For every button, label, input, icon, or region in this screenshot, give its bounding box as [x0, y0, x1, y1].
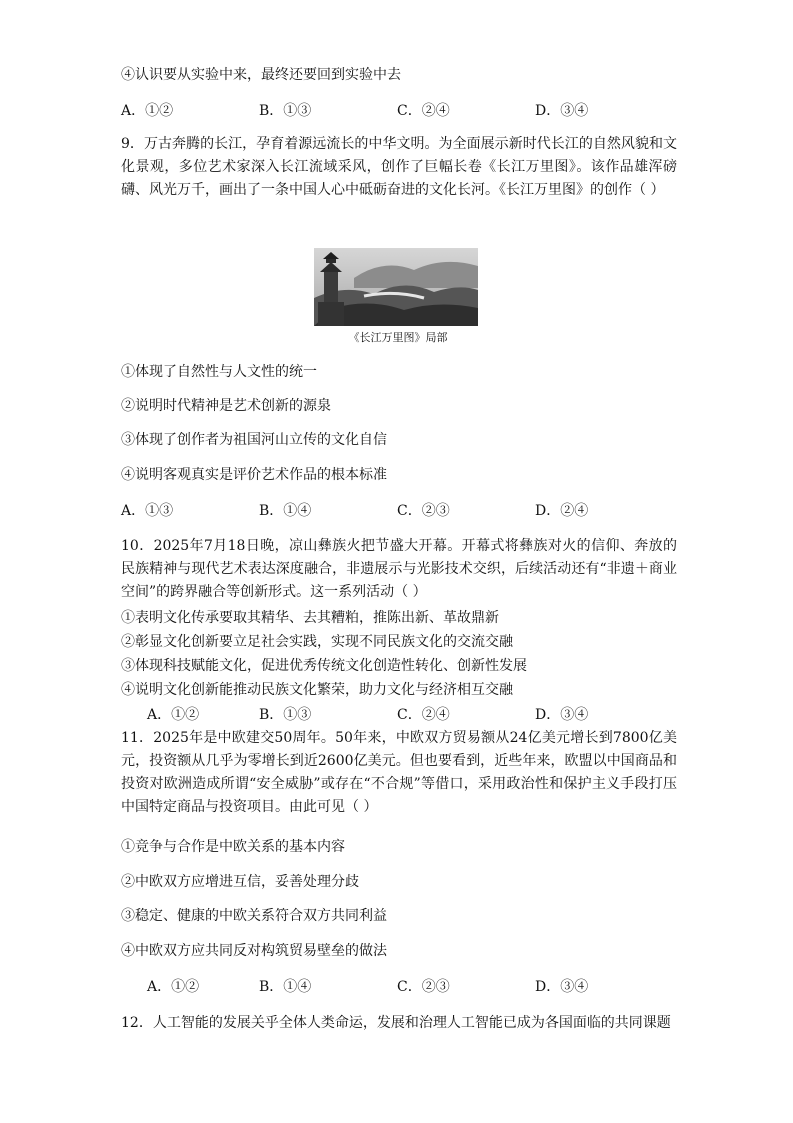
- q10-stem: 10．2025年7月18日晚，凉山彝族火把节盛大开幕。开幕式将彝族对火的信仰、奔放的民族精神与现代艺术表达深度融合，非遗展示与光影技术交织，后续活动还有“非遗＋商业空间”的跨界融合等创新形式。这一系列活动（ ）: [121, 538, 677, 600]
- painting-illustration: [314, 248, 478, 326]
- q11-stem: 11．2025年是中欧建交50周年。50年来，中欧双方贸易额从24亿美元增长到7800亿美元，投资额从几乎为零增长到近2600亿美元。但也要看到，近些年来，欧盟以中国商品和投资对欧洲造成所谓“安全威胁”或存在“不合规”等借口，采用政治性和保护主义手段打压中国特定商品与投资项目。由此可见（ ）: [121, 730, 677, 815]
- q9-statement-2: ②说明时代精神是艺术创新的源泉: [121, 398, 331, 414]
- q9-statement-4: ④说明客观真实是评价艺术作品的根本标准: [121, 467, 387, 483]
- q10-statement-2: ②彰显文化创新要立足社会实践，实现不同民族文化的交流交融: [121, 634, 513, 650]
- q9-option-b[interactable]: B．①④: [259, 503, 312, 519]
- q11-option-c[interactable]: C．②③: [397, 979, 450, 995]
- q10-option-b[interactable]: B．①③: [259, 707, 312, 723]
- q11-option-b[interactable]: B．①④: [259, 979, 312, 995]
- q8-option-b[interactable]: B．①③: [259, 103, 312, 119]
- q9-option-c[interactable]: C．②③: [397, 503, 450, 519]
- q11-option-d[interactable]: D．③④: [535, 979, 589, 995]
- q11-statement-3: ③稳定、健康的中欧关系符合双方共同利益: [121, 908, 387, 924]
- q10-options: [147, 704, 707, 726]
- q8-options: [121, 100, 681, 122]
- q11-option-a[interactable]: A．①②: [147, 979, 200, 995]
- q9-option-d[interactable]: D．②④: [535, 503, 589, 519]
- q8-option-a[interactable]: A．①②: [121, 103, 174, 119]
- q9-stem: 9．万古奔腾的长江，孕育着源远流长的中华文明。为全面展示新时代长江的自然风貌和文化景观，多位艺术家深入长江流域采风，创作了巨幅长卷《长江万里图》。该作品雄浑磅礴、风光万千，画出了一条中国人心中砥砺奋进的文化长河。《长江万里图》的创作（ ）: [121, 136, 677, 198]
- q9-options: [121, 500, 681, 522]
- q8-option-d[interactable]: D．③④: [535, 103, 589, 119]
- yangtze-painting-image: [314, 248, 478, 326]
- q8-option-c[interactable]: C．②④: [397, 103, 450, 119]
- q8-statement-4: ④认识要从实验中来，最终还要回到实验中去: [121, 67, 401, 83]
- q10-statement-3: ③体现科技赋能文化，促进优秀传统文化创造性转化、创新性发展: [121, 658, 527, 674]
- q11-statement-1: ①竞争与合作是中欧关系的基本内容: [121, 839, 345, 855]
- q9-option-a[interactable]: A．①③: [121, 503, 174, 519]
- q11-statement-4: ④中欧双方应共同反对构筑贸易壁垒的做法: [121, 943, 387, 959]
- q10-option-c[interactable]: C．②④: [397, 707, 450, 723]
- q12-stem: 12．人工智能的发展关乎全体人类命运，发展和治理人工智能已成为各国面临的共同课题: [121, 1015, 671, 1031]
- q10-option-a[interactable]: A．①②: [147, 707, 200, 723]
- q9-statement-1: ①体现了自然性与人文性的统一: [121, 364, 317, 380]
- q11-options: [147, 976, 707, 998]
- q10-statement-4: ④说明文化创新能推动民族文化繁荣，助力文化与经济相互交融: [121, 682, 513, 698]
- q9-statement-3: ③体现了创作者为祖国河山立传的文化自信: [121, 432, 387, 448]
- q10-statement-1: ①表明文化传承要取其精华、去其糟粕，推陈出新、革故鼎新: [121, 610, 499, 626]
- figure-caption: 《长江万里图》局部: [348, 331, 448, 344]
- q10-option-d[interactable]: D．③④: [535, 707, 589, 723]
- q11-statement-2: ②中欧双方应增进互信，妥善处理分歧: [121, 874, 359, 890]
